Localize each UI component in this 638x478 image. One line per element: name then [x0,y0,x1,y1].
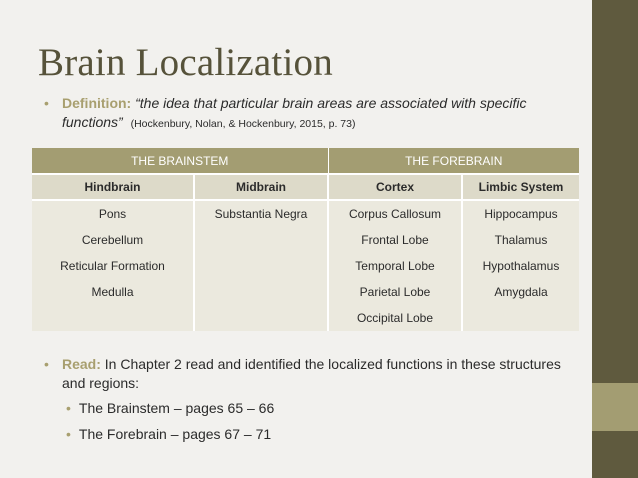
bullet-icon: • [44,95,49,111]
definition-quote: “the idea that particular brain areas are associated with specific functions” [62,95,527,130]
bullet-icon: • [44,356,49,372]
list-item: Pons [98,207,127,221]
list-item: Hypothalamus [482,259,560,273]
list-item: Substantia Negra [214,207,308,221]
cortex-cell [328,200,462,331]
subitem-text: The Forebrain – pages 67 – 71 [78,426,272,442]
list-item: Medulla [91,285,134,299]
definition-citation: (Hockenbury, Nolan, & Hockenbury, 2015, p. 73) [130,118,356,130]
column-header-midbrain: Midbrain [194,174,328,200]
read-instructions: In Chapter 2 read and identified the localized functions in these structures and regions: [62,356,561,391]
group-header-forebrain: THE FOREBRAIN [328,148,579,174]
column-header-limbic-system: Limbic System [462,174,579,200]
list-item: Corpus Callosum [348,207,442,221]
list-item: Occipital Lobe [356,311,434,325]
read-subitem-forebrain [66,426,271,442]
list-item: Parietal Lobe [359,285,431,299]
read-text [62,355,564,393]
bullet-icon: • [66,400,71,416]
list-item: Cerebellum [81,233,144,247]
definition-label: Definition: [62,95,132,111]
group-header-brainstem: THE BRAINSTEM [32,148,328,174]
table-row [32,200,579,331]
column-header-hindbrain: Hindbrain [32,174,194,200]
list-item: Reticular Formation [60,259,165,273]
limbic-system-cell [462,200,579,331]
slide-title: Brain Localization [38,41,333,84]
midbrain-cell [194,200,328,331]
sidebar-accent-block [592,383,638,431]
list-item: Thalamus [494,233,548,247]
subitem-text: The Brainstem – pages 65 – 66 [78,400,275,416]
list-item: Frontal Lobe [361,233,429,247]
read-bullet [44,355,564,393]
hindbrain-cell [32,200,194,331]
column-header-cortex: Cortex [328,174,462,200]
definition-text [62,94,564,134]
list-item: Amygdala [494,285,548,299]
read-subitem-brainstem [66,400,274,416]
definition-bullet [44,94,564,134]
bullet-icon: • [66,426,71,442]
read-label: Read: [62,356,101,372]
brain-regions-table [32,148,579,331]
list-item: Hippocampus [484,207,558,221]
table-group-header-row [32,148,579,174]
table-column-header-row [32,174,579,200]
list-item: Temporal Lobe [355,259,435,273]
